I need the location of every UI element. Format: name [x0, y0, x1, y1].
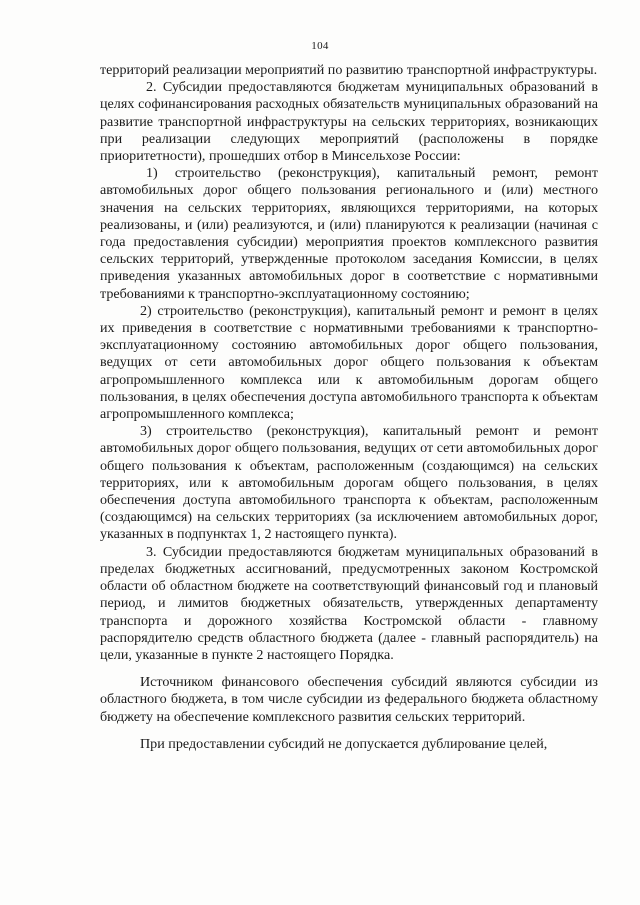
paragraph: территорий реализации мероприятий по развитию транспортной инфраструктуры. [100, 62, 598, 78]
list-item: 1) строительство (реконструкция), капитальный ремонт, ремонт автомобильных дорог общего пользования регионального и (или) местного значения на сельских территориях, являющихся территориями, на которых реализованы, и (или) реализуются, и (или) планируются к реализации (начиная с года предоставления субсидии) мероприятия проектов комплексного развития сельских территорий, утвержденные протоколом заседания Комиссии, в целях приведения указанных автомобильных дорог в соответствие с нормативными требованиями к транспортно-эксплуатационному состоянию; [100, 165, 598, 302]
page-number: 104 [311, 40, 329, 52]
paragraph: 3. Субсидии предоставляются бюджетам муниципальных образований в пределах бюджетных ассигнований, предусмотренных законом Костромской области об областном бюджете на соответствующий финансовый год и плановый период, и лимитов бюджетных обязательств, утвержденных департаменту транспорта и дорожного хозяйства Костромской области - главному распорядителю средств областного бюджета (далее - главный распорядитель) на цели, указанные в пункте 2 настоящего Порядка. [100, 543, 598, 663]
paragraph: 2. Субсидии предоставляются бюджетам муниципальных образований в целях софинансирования расходных обязательств муниципальных образований на развитие транспортной инфраструктуры на сельских территориях, возникающих при реализации следующих мероприятий (расположены в порядке приоритетности), прошедших отбор в Минсельхозе России: [100, 79, 598, 165]
document-body [100, 62, 598, 753]
paragraph: Источником финансового обеспечения субсидий являются субсидии из областного бюджета, в том числе субсидии из федерального бюджета областному бюджету на обеспечение комплексного развития сельских территорий. [100, 674, 598, 725]
paragraph: При предоставлении субсидий не допускается дублирование целей, [140, 735, 548, 752]
list-item: 3) строительство (реконструкция), капитальный ремонт и ремонт автомобильных дорог общего пользования, ведущих от сети автомобильных дорог общего пользования к объектам, расположенным (создающимся) на сельских территориях, или к автомобильным дорогам общего пользования, в целях обеспечения доступа автомобильного транспорта к объектам, расположенным (создающимся) на сельских территориях (за исключением автомобильных дорог, указанных в подпунктах 1, 2 настоящего пункта). [100, 423, 598, 543]
list-item: 2) строительство (реконструкция), капитальный ремонт и ремонт в целях их приведения в соответствие с нормативными требованиями к транспортно-эксплуатационному состоянию автомобильных дорог общего пользования, ведущих от сети автомобильных дорог общего пользования к объектам агропромышленного комплекса или к автомобильным дорогам общего пользования, в целях обеспечения доступа автомобильного транспорта к объектам агропромышленного комплекса; [100, 302, 598, 423]
